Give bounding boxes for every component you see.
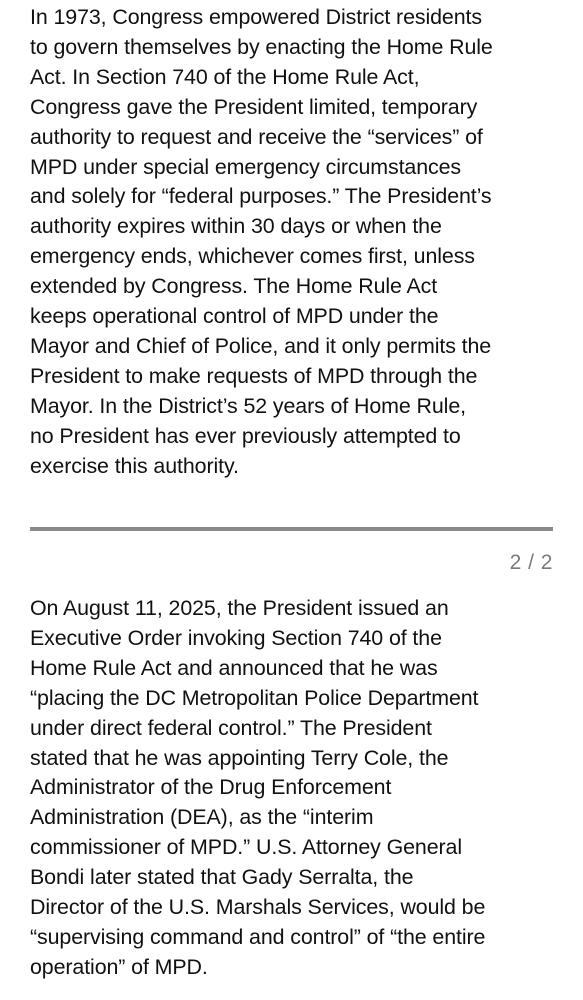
text-line: Bondi later stated that Gady Serralta, the [30,865,414,890]
text-line: emergency ends, whichever comes first, unless [30,244,475,269]
text-line: President to make requests of MPD through the [30,363,478,388]
text-line: no President has ever previously attempted to [30,423,461,448]
text-line: under direct federal control.” The President [30,715,432,740]
text-line: “placing the DC Metropolitan Police Department [30,685,479,710]
text-line: stated that he was appointing Terry Cole, the [30,745,449,770]
text-line: Administrator of the Drug Enforcement [30,775,392,800]
text-line: to govern themselves by enacting the Home Rule [30,34,493,59]
text-line: In 1973, Congress empowered District residents [30,5,482,29]
text-line: authority to request and receive the “services” of [30,124,483,149]
text-line: extended by Congress. The Home Rule Act [30,274,438,299]
text-line: exercise this authority. [30,453,239,478]
page-indicator: 2 / 2 [509,551,553,574]
text-line: “supervising command and control” of “the entire [30,924,486,949]
text-line: Congress gave the President limited, temporary [30,94,478,119]
text-line: On August 11, 2025, the President issued an [30,596,449,620]
paragraph-home-rule-history [30,3,560,482]
text-line: Administration (DEA), as the “interim [30,805,374,830]
text-line: authority expires within 30 days or when the [30,214,442,239]
text-line: and solely for “federal purposes.” The President’s [30,184,492,209]
text-line: Act. In Section 740 of the Home Rule Act, [30,64,420,89]
text-line: Mayor and Chief of Police, and it only permits the [30,333,492,358]
text-line: Mayor. In the District’s 52 years of Home Rule, [30,393,466,418]
text-line: keeps operational control of MPD under the [30,304,439,329]
text-line: Executive Order invoking Section 740 of the [30,625,442,650]
text-line: MPD under special emergency circumstances [30,154,462,179]
paragraph-executive-order [30,594,560,983]
text-line: Director of the U.S. Marshals Services, would be [30,895,486,920]
text-line: Home Rule Act and announced that he was [30,655,438,680]
text-line: operation” of MPD. [30,954,208,979]
text-line: commissioner of MPD.” U.S. Attorney General [30,835,462,860]
page-divider [30,527,553,531]
